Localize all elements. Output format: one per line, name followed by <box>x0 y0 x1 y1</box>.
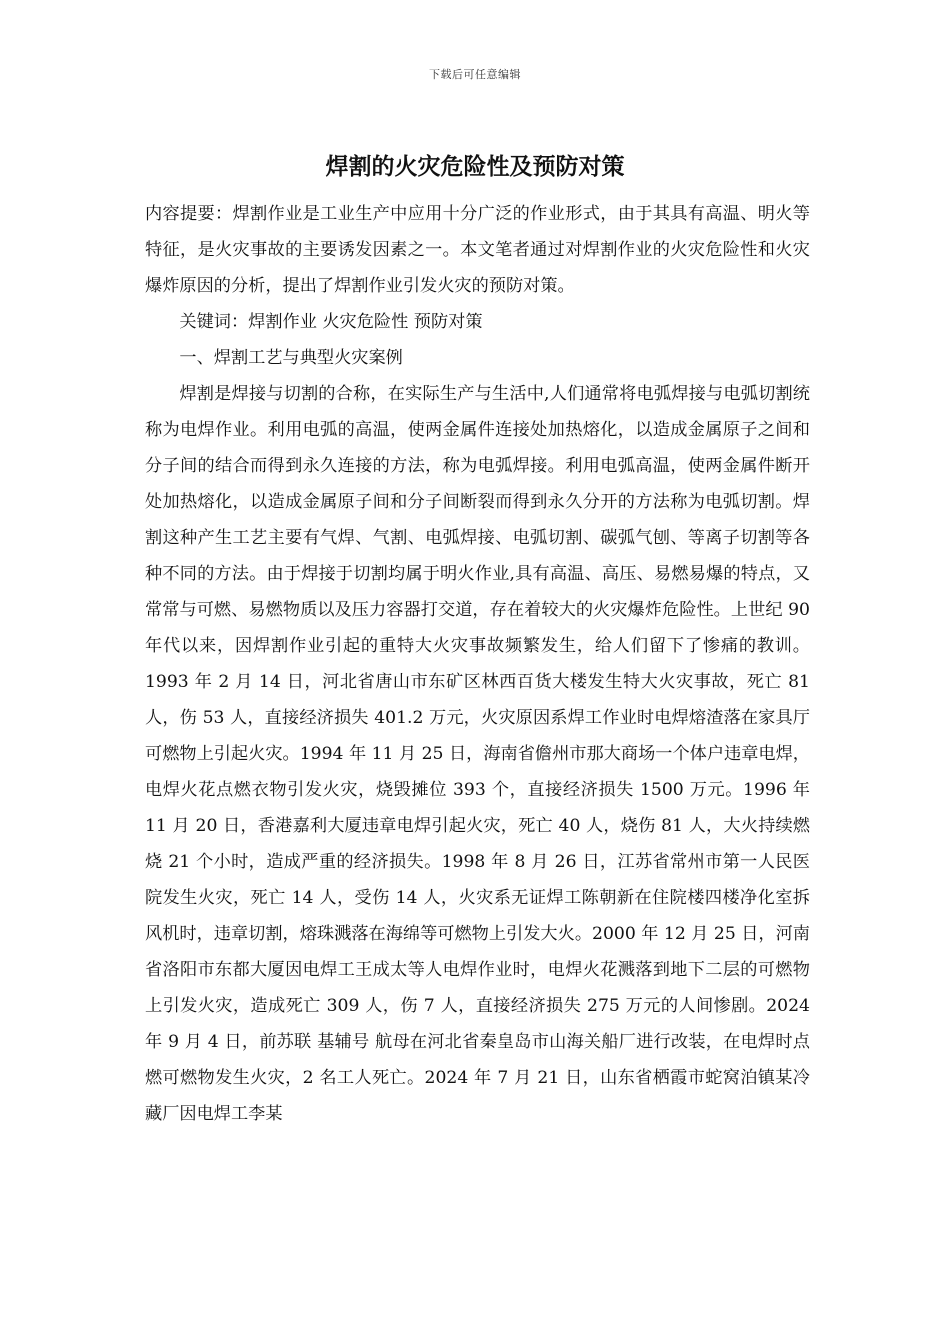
document-title: 焊割的火灾危险性及预防对策 <box>325 154 625 180</box>
section-heading: 一、焊割工艺与典型火灾案例 <box>179 348 403 368</box>
document-body <box>145 196 810 1132</box>
body-paragraph: 焊割是焊接与切割的合称，在实际生产与生活中,人们通常将电弧焊接与电弧切割统称为电焊作业。利用电弧的高温，使两金属件连接处加热熔化，以造成金属原子之间和分子间的结合而得到永久连接的方法，称为电弧焊接。利用电弧高温，使两金属件断开处加热熔化，以造成金属原子间和分子间断裂而得到永久分开的方法称为电弧切割。焊割这种产生工艺主要有气焊、气割、电弧焊接、电弧切割、碳弧气刨、等离子切割等各种不同的方法。由于焊接于切割均属于明火作业,具有高温、高压、易燃易爆的特点，又常常与可燃、易燃物质以及压力容器打交道，存在着较大的火灾爆炸危险性。上世纪 90 年代以来，因焊割作业引起的重特大火灾事故频繁发生，给人们留下了惨痛的教训。1993 年 2 月 14 日，河北省唐山市东矿区林西百货大楼发生特大火灾事故，死亡 81 人，伤 53 人，直接经济损失 401.2 万元，火灾原因系焊工作业时电焊熔渣落在家具厅可燃物上引起火灾。1994 年 11 月 25 日，海南省儋州市那大商场一个体户违章电焊，电焊火花点燃衣物引发火灾，烧毁摊位 393 个，直接经济损失 1500 万元。1996 年 11 月 20 日，香港嘉利大厦违章电焊引起火灾，死亡 40 人，烧伤 81 人，大火持续燃烧 21 个小时，造成严重的经济损失。1998 年 8 月 26 日，江苏省常州市第一人民医院发生火灾，死亡 14 人，受伤 14 人，火灾系无证焊工陈朝新在住院楼四楼净化室拆风机时，违章切割，熔珠溅落在海绵等可燃物上引发大火。2000 年 12 月 25 日，河南省洛阳市东都大厦因电焊工王成太等人电焊作业时，电焊火花溅落到地下二层的可燃物上引发火灾，造成死亡 309 人，伤 7 人，直接经济损失 275 万元的人间惨剧。2024 年 9 月 4 日，前苏联 基辅号 航母在河北省秦皇岛市山海关船厂进行改装，在电焊时点燃可燃物发生火灾，2 名工人死亡。2024 年 7 月 21 日，山东省栖霞市蛇窝泊镇某冷藏厂因电焊工李某 <box>145 384 810 1124</box>
abstract-paragraph: 内容提要：焊割作业是工业生产中应用十分广泛的作业形式，由于其具有高温、明火等特征，是火灾事故的主要诱发因素之一。本文笔者通过对焊割作业的火灾危险性和火灾爆炸原因的分析，提出了焊割作业引发火灾的预防对策。 <box>145 204 810 296</box>
header-note: 下载后可任意编辑 <box>429 68 521 81</box>
keywords-line: 关键词：焊割作业 火灾危险性 预防对策 <box>179 312 483 332</box>
